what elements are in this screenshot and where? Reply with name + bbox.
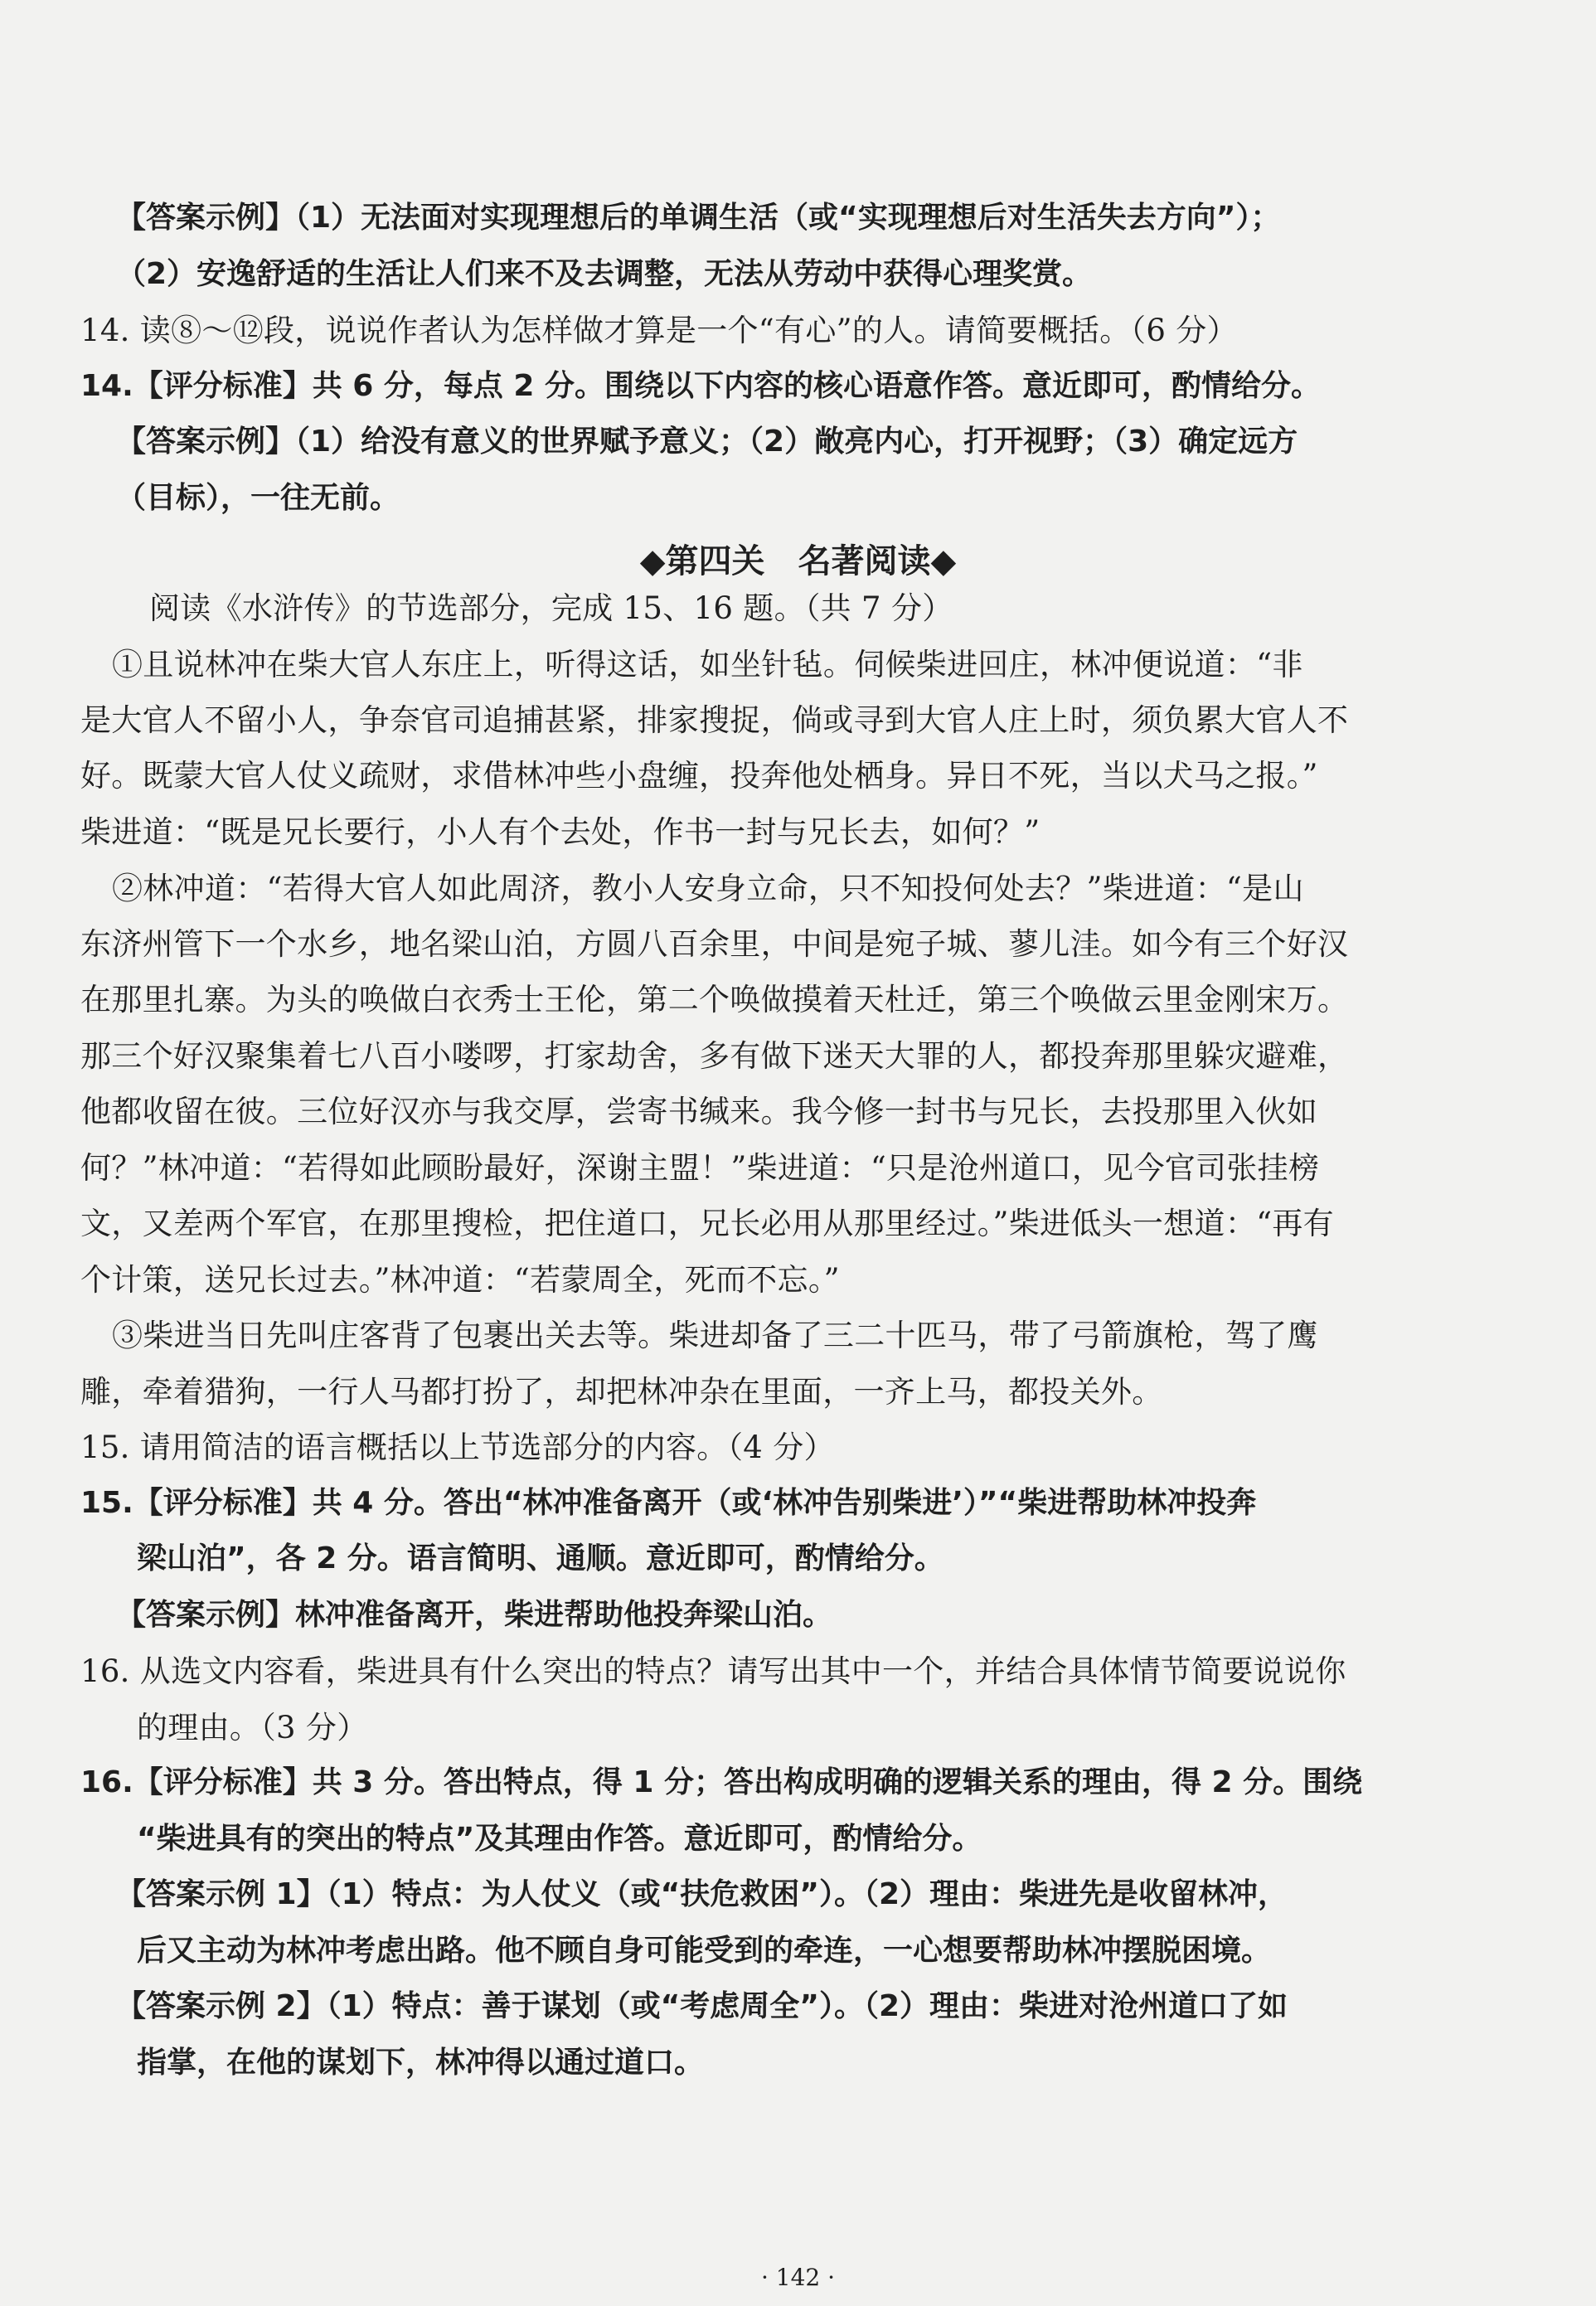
passage-line: ③柴进当日先叫庄客背了包裹出关去等。柴进却备了三二十匹马，带了弓箭旗枪，驾了鹰 — [112, 1318, 1318, 1353]
answer-example-16-2: 【答案示例 2】（1）特点：善于谋划（或“考虑周全”）。（2）理由：柴进对沧州道口了如 — [116, 1989, 1288, 2023]
passage-line: 何？”林冲道：“若得如此顾盼最好，深谢主盟！”柴进道：“只是沧州道口，见今官司张挂榜 — [80, 1150, 1320, 1186]
passage-line: 柴进道：“既是兄长要行，小人有个去处，作书一封与兄长去，如何？” — [80, 814, 1041, 850]
question-15: 15. 请用简洁的语言概括以上节选部分的内容。（4 分） — [80, 1430, 835, 1465]
answer-example-16-1: 【答案示例 1】（1）特点：为人仗义（或“扶危救困”）。（2）理由：柴进先是收留林冲， — [116, 1877, 1288, 1911]
page-number: · 142 · — [760, 2264, 836, 2291]
passage-line: 好。既蒙大官人仗义疏财，求借林冲些小盘缠，投奔他处栖身。异日不死，当以犬马之报。” — [80, 758, 1318, 794]
passage-line: 东济州管下一个水乡，地名梁山泊，方圆八百余里，中间是宛子城、蓼儿洼。如今有三个好汉 — [80, 926, 1349, 962]
passage-line: 是大官人不留小人，争奈官司追捕甚紧，排家搜捉，倘或寻到大官人庄上时，须负累大官人不 — [80, 702, 1349, 738]
question-14: 14. 读⑧～⑫段，说说作者认为怎样做才算是一个“有心”的人。请简要概括。（6 分） — [80, 313, 1238, 348]
passage-line: 个计策，送兄长过去。”林冲道：“若蒙周全，死而不忘。” — [80, 1262, 840, 1298]
answer-example-14-cont: （目标），一往无前。 — [116, 481, 400, 515]
section-heading: ◆第四关 名著阅读◆ — [639, 542, 957, 580]
scoring-standard-16: 16.【评分标准】共 3 分。答出特点，得 1 分；答出构成明确的逻辑关系的理由，得 2 分。围绕 — [80, 1765, 1363, 1799]
answer-example-14: 【答案示例】（1）给没有意义的世界赋予意义；（2）敞亮内心，打开视野；（3）确定远方 — [116, 425, 1298, 459]
question-16-cont: 的理由。（3 分） — [137, 1710, 368, 1745]
passage-line: 那三个好汉聚集着七八百小喽啰，打家劫舍，多有做下迷天大罪的人，都投奔那里躲灾避难， — [80, 1038, 1349, 1074]
passage-line: ①且说林冲在柴大官人东庄上，听得这话，如坐针毡。伺候柴进回庄，林冲便说道：“非 — [112, 647, 1303, 682]
reading-intro: 阅读《水浒传》的节选部分，完成 15、16 题。（共 7 分） — [149, 590, 953, 626]
passage-line: 雕，牵着猎狗，一行人马都打扮了，却把林冲杂在里面，一齐上马，都投关外。 — [80, 1374, 1163, 1410]
answer-example-15: 【答案示例】林冲准备离开，柴进帮助他投奔梁山泊。 — [116, 1598, 833, 1632]
scoring-standard-15-cont: 梁山泊”，各 2 分。语言简明、通顺。意近即可，酌情给分。 — [137, 1541, 944, 1575]
answer-example-16-2-cont: 指掌，在他的谋划下，林冲得以通过道口。 — [137, 2046, 705, 2080]
answer-example-line: （2）安逸舒适的生活让人们来不及去调整，无法从劳动中获得心理奖赏。 — [116, 257, 1093, 291]
answer-example-16-1-cont: 后又主动为林冲考虑出路。他不顾自身可能受到的牵连，一心想要帮助林冲摆脱困境。 — [137, 1934, 1272, 1968]
scoring-standard-16-cont: “柴进具有的突出的特点”及其理由作答。意近即可，酌情给分。 — [137, 1822, 982, 1856]
passage-line: 文，又差两个军官，在那里搜检，把住道口，兄长必用从那里经过。”柴进低头一想道：“再有 — [80, 1206, 1334, 1241]
passage-line: ②林冲道：“若得大官人如此周济，教小人安身立命，只不知投何处去？”柴进道：“是山 — [112, 871, 1304, 906]
question-16: 16. 从选文内容看，柴进具有什么突出的特点？请写出其中一个，并结合具体情节简要说说你 — [80, 1653, 1346, 1689]
answer-example-line: 【答案示例】（1）无法面对实现理想后的单调生活（或“实现理想后对生活失去方向”）； — [116, 201, 1281, 235]
passage-line: 他都收留在彼。三位好汉亦与我交厚，尝寄书缄来。我今修一封书与兄长，去投那里入伙如 — [80, 1094, 1317, 1129]
passage-line: 在那里扎寨。为头的唤做白衣秀士王伦，第二个唤做摸着天杜迁，第三个唤做云里金刚宋万。 — [80, 982, 1349, 1017]
scoring-standard-15: 15.【评分标准】共 4 分。答出“林冲准备离开（或‘林冲告别柴进’）”“柴进帮助林冲投奔 — [80, 1486, 1257, 1520]
scoring-standard-14: 14.【评分标准】共 6 分，每点 2 分。围绕以下内容的核心语意作答。意近即可，酌情给分。 — [80, 369, 1322, 403]
